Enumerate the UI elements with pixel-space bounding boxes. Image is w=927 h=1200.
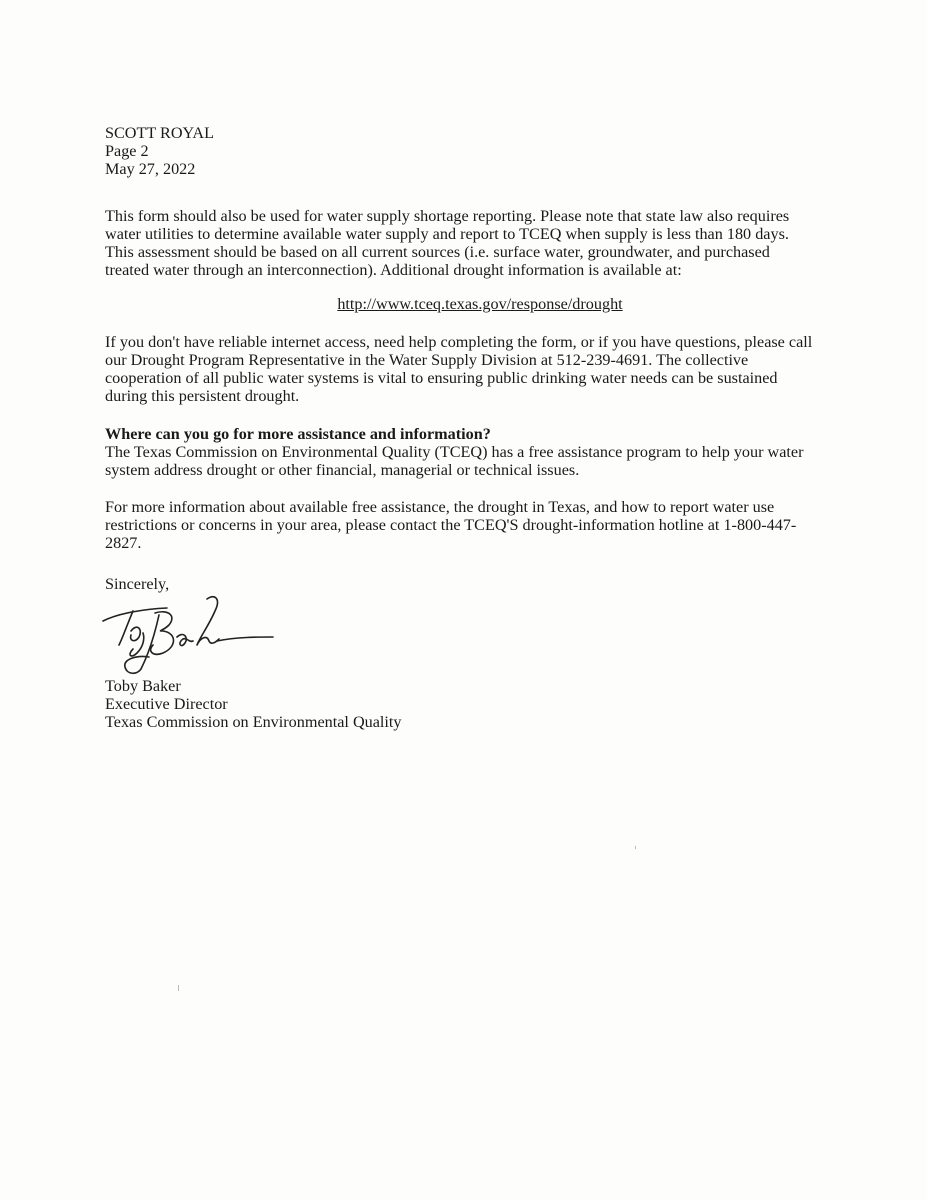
drought-info-link[interactable]: http://www.tceq.texas.gov/response/drought (337, 295, 623, 313)
paragraph-contact: If you don't have reliable internet access, need help completing the form, or if you have questions, please call our Drought Program Representative in the Water Supply Division at 512-239-4691. The collective cooperation of all public water systems is vital to ensuring public drinking water needs can be sustained during this persistent drought. (105, 333, 813, 405)
assistance-heading: Where can you go for more assistance and information? (105, 425, 491, 443)
recipient-name: SCOTT ROYAL (105, 124, 214, 142)
letter-date: May 27, 2022 (105, 160, 196, 178)
paragraph-assistance: The Texas Commission on Environmental Quality (TCEQ) has a free assistance program to help your water system address drought or other financial, managerial or technical issues. (105, 443, 804, 479)
paragraph-more-info: For more information about available free assistance, the drought in Texas, and how to report water use restrictions or concerns in your area, please contact the TCEQ'S drought-information hotline at 1-800-447-2827. (105, 498, 797, 552)
letter-body (105, 124, 815, 731)
paragraph-shortage-reporting: This form should also be used for water supply shortage reporting. Please note that state law also requires water utilities to determine available water supply and report to TCEQ when supply is less than 180 days. This assessment should be based on all current sources (i.e. surface water, groundwater, and purchased treated water through an interconnection). Additional drought information is available at: (105, 207, 790, 279)
signature (105, 595, 305, 677)
letter-header (105, 124, 815, 178)
signer-title: Executive Director (105, 695, 228, 713)
signer-organization: Texas Commission on Environmental Quality (105, 713, 402, 731)
scan-speck (178, 985, 179, 991)
scan-speck (635, 846, 636, 849)
signer-block (105, 677, 815, 731)
signer-name: Toby Baker (105, 677, 181, 695)
page-number: Page 2 (105, 142, 149, 160)
closing: Sincerely, (105, 575, 170, 593)
url-line (105, 295, 815, 313)
handwritten-signature-icon (97, 593, 277, 677)
